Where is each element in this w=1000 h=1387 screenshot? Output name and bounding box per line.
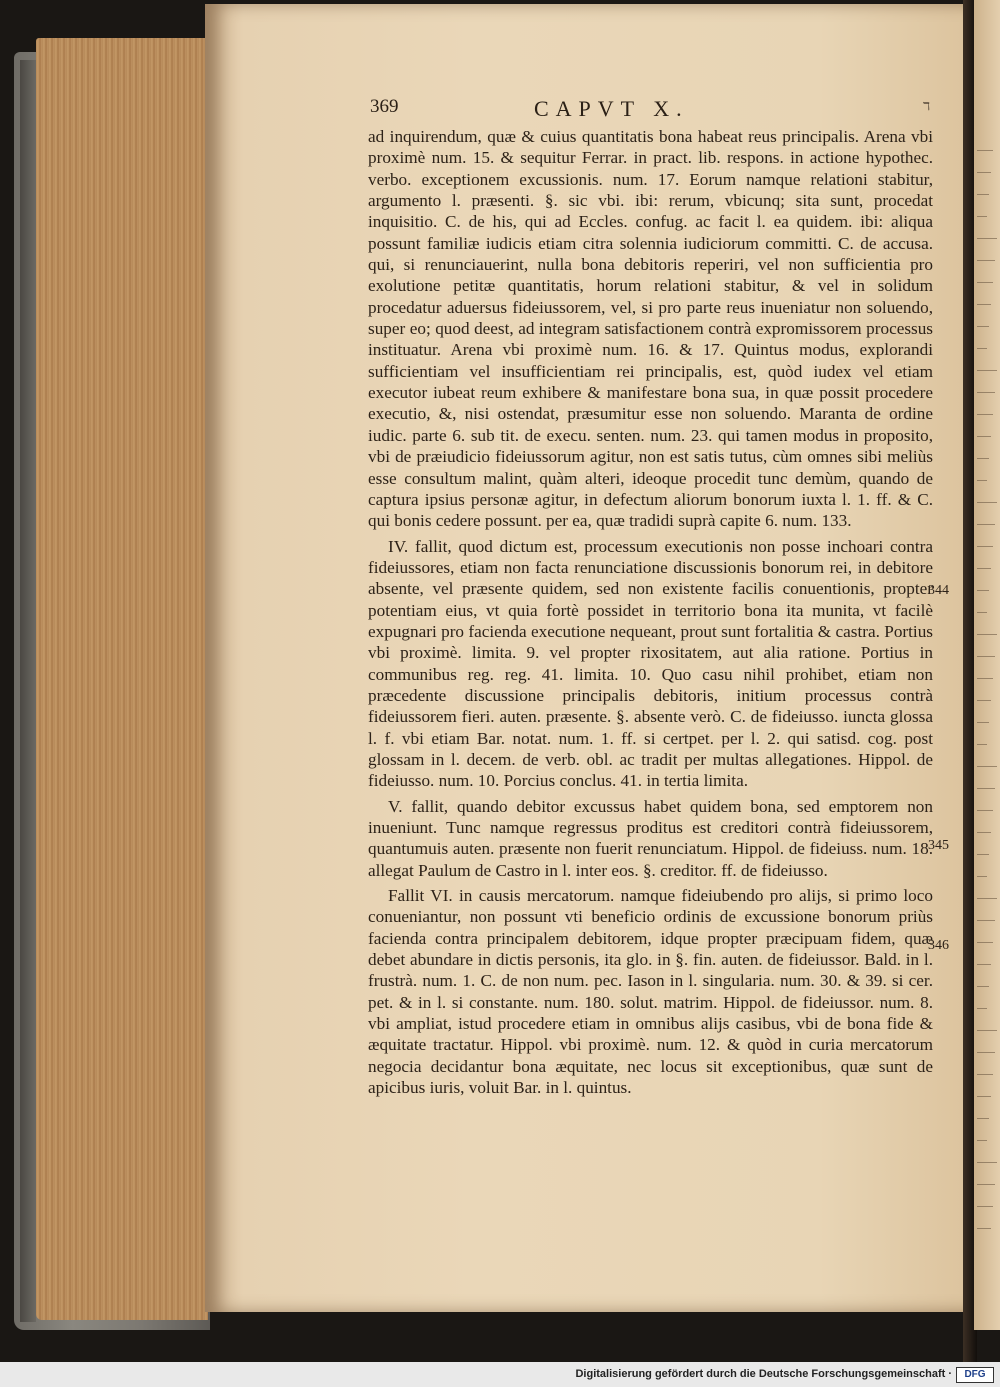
facing-page-text-line bbox=[977, 414, 993, 415]
facing-page-text-line bbox=[977, 1030, 997, 1031]
facing-page-text-line bbox=[977, 370, 997, 371]
facing-page-text-line bbox=[977, 1008, 987, 1009]
margin-number: 345 bbox=[928, 838, 949, 853]
cover-edge bbox=[20, 60, 36, 1322]
header-mark: ℸ bbox=[922, 101, 930, 113]
facing-page-text-line bbox=[977, 524, 995, 525]
facing-page-text-line bbox=[977, 986, 989, 987]
facing-page-text-line bbox=[977, 810, 993, 811]
facing-page-text-line bbox=[977, 832, 991, 833]
facing-page-text-line bbox=[977, 480, 987, 481]
facing-page-text-line bbox=[977, 1184, 995, 1185]
facing-page-text-line bbox=[977, 194, 989, 195]
facing-page-text-line bbox=[977, 502, 997, 503]
facing-page-text-line bbox=[977, 612, 987, 613]
facing-page-text-line bbox=[977, 634, 997, 635]
facing-page-text-line bbox=[977, 1140, 987, 1141]
facing-page-text-line bbox=[977, 1074, 993, 1075]
margin-number: 344 bbox=[928, 583, 949, 598]
facing-page-text-line bbox=[977, 260, 995, 261]
facing-page-text-line bbox=[977, 700, 991, 701]
facing-page-text-line bbox=[977, 392, 995, 393]
margin-number: 346 bbox=[928, 938, 949, 953]
facing-page-text-line bbox=[977, 1096, 991, 1097]
facing-page-text-line bbox=[977, 876, 987, 877]
facing-page-text-line bbox=[977, 744, 987, 745]
facing-page-text-line bbox=[977, 722, 989, 723]
facing-page-text-line bbox=[977, 150, 993, 151]
facing-page-text-line bbox=[977, 1206, 993, 1207]
page-header bbox=[370, 96, 930, 126]
facing-page-text-line bbox=[977, 458, 989, 459]
page-number: 369 bbox=[370, 96, 399, 117]
facing-page-text-line bbox=[977, 546, 993, 547]
body-text bbox=[368, 126, 933, 1098]
facing-page-text-line bbox=[977, 348, 987, 349]
right-page-edge bbox=[974, 0, 1000, 1330]
footer-bar bbox=[0, 1362, 1000, 1387]
facing-page-text-line bbox=[977, 304, 991, 305]
facing-page-text-line bbox=[977, 590, 989, 591]
running-head: CAPVT X. bbox=[534, 96, 689, 121]
facing-page-text-line bbox=[977, 436, 991, 437]
dfg-logo: DFG bbox=[956, 1367, 994, 1383]
facing-page-text-line bbox=[977, 656, 995, 657]
paragraph: IV. fallit, quod dictum est, processum executionis non posse inchoari contra fideiussores, etiam non facta renunciatione discussionis bonorum rei, in debitore absente, vel præsente quidem, sed non existente facilis conuentionis, propter potentiam eius, vt quia fortè possidet in territorio bona ita munita, vt facilè expugnari pro facienda executione nequeant, prout sunt fortalitia & castra. Portius vbi proximè. limita. 9. vel propter rixositatem, aut alia ratione. Portius in communibus reg. reg. 41. limita. 10. Quo casu nihil prohibet, etiam non præcedente discussione principalis debitoris, initium processus contrà fideiussorem fieri. auten. præsente. §. absente verò. C. de fideiusso. iuncta glossa l. f. vbi etiam Bar. notat. num. 1. ff. si certpet. per l. 2. qui satisd. cog. post glossam in l. decem. de verb. obl. ac tradit per multas allegationes. Hippol. de fideiusso. num. 10. Porcius conclus. 41. in tertia limita. bbox=[368, 536, 933, 791]
facing-page-text-line bbox=[977, 1118, 989, 1119]
facing-page-text-line bbox=[977, 942, 993, 943]
paragraph: V. fallit, quando debitor excussus habet quidem bona, sed emptorem non inueniunt. Tunc namque regressus proditus est creditori contrà fideiussorem, quantumuis auten. præsente non fuerit renunciatum. Hippol. de fideiuss. num. 18. allegat Paulum de Castro in l. inter eos. §. creditor. ff. de fideiusso. bbox=[368, 796, 933, 880]
facing-page-text-line bbox=[977, 1162, 997, 1163]
funding-note: Digitalisierung gefördert durch die Deutsche Forschungsgemeinschaft · bbox=[575, 1368, 952, 1380]
paragraph: Fallit VI. in causis mercatorum. namque fideiubendo pro alijs, si primo loco conueniantur, non possunt vti beneficio ordinis de excussione bonorum priùs facienda contra principalem debitorem, idque propter præcipuam fidem, quæ debet abundare in dictis personis, ita glo. in §. fin. auten. de fideiussor. Bald. in l. frustrà. num. 1. C. de non num. pec. Iason in l. singularia. num. 30. & 39. si cer. pet. & in l. si constante. num. 180. solut. matrim. Hippol. de fideiussor. num. 8. vbi ampliat, istud procedere etiam in omnibus alijs casibus, vbi de bona fide & æquitate tractatur. Hippol. vbi proximè. num. 12. & quòd in curia mercatorum negocia decidantur bona æquitate, nec locus sit exceptionibus, quæ sunt de apicibus iuris, voluit Bar. in l. quintus. bbox=[368, 886, 933, 1098]
facing-page-text-line bbox=[977, 920, 995, 921]
facing-page-text-line bbox=[977, 216, 987, 217]
facing-page-text-line bbox=[977, 326, 989, 327]
page-edges bbox=[36, 38, 208, 1320]
facing-page-text-line bbox=[977, 964, 991, 965]
facing-page-text-line bbox=[977, 854, 989, 855]
facing-page-text-line bbox=[977, 172, 991, 173]
facing-page-text-line bbox=[977, 238, 997, 239]
facing-page-text-line bbox=[977, 1052, 995, 1053]
paragraph: ad inquirendum, quæ & cuius quantitatis bona habeat reus principalis. Arena vbi proximè num. 15. & sequitur Ferrar. in pract. lib. respons. in actione hypothec. verbo. exceptionem excussionis. num. 17. Eorum namque relationi stabitur, argumento l. præsenti. §. sic vbi. ibi: rerum, vbicunq; sita sunt, procedat inquisitio. C. de his, qui ad Eccles. confug. ac facit l. ea quidem. ibi: aliqua possunt familiæ iudicis etiam citra solennia iudiciorum committi. C. de accusa. qui, si renunciauerint, nulla bona debitoris reperiri, vel non sufficientia pro exolutione petitæ quantitatis, horum relationi stabitur, & vel in solidum procedatur aduersus fideiussorem, vel, si pro parte reus inueniatur non soluendo, super eo; quod deest, ad integram satisfactionem contrà expromissorem processus instituatur. Arena vbi proximè num. 16. & 17. Quintus modus, explorandi sufficientiam vel insufficientiam rei principalis, est, quòd iudex vel etiam executor iubeat reum exhibere & manifestare bona sua, in quæ possit procedere executio, &, nisi ostendat, præsumitur esse non soluendo. Maranta de ordine iudic. parte 6. sub tit. de execu. senten. num. 23. qui tamen modus in proposito, vbi de præiudicio fideiussorum agitur, non est satis tutus, cùm omnes sibi meliùs esse consultum malint, quàm alteri, ideoque procedit tunc demùm, quando de captura ipsius personæ agitur, in defectum aliorum bonorum iuxta l. 1. ff. & C. qui bonis cedere possunt. per ea, quæ tradidi suprà capite 6. num. 133. bbox=[368, 127, 933, 531]
facing-page-text-line bbox=[977, 568, 991, 569]
facing-page-text-line bbox=[977, 766, 997, 767]
facing-page-text-line bbox=[977, 1228, 991, 1229]
facing-page-text-line bbox=[977, 282, 993, 283]
facing-page-text-line bbox=[977, 788, 995, 789]
facing-page-text-line bbox=[977, 898, 997, 899]
facing-page-text-line bbox=[977, 678, 993, 679]
